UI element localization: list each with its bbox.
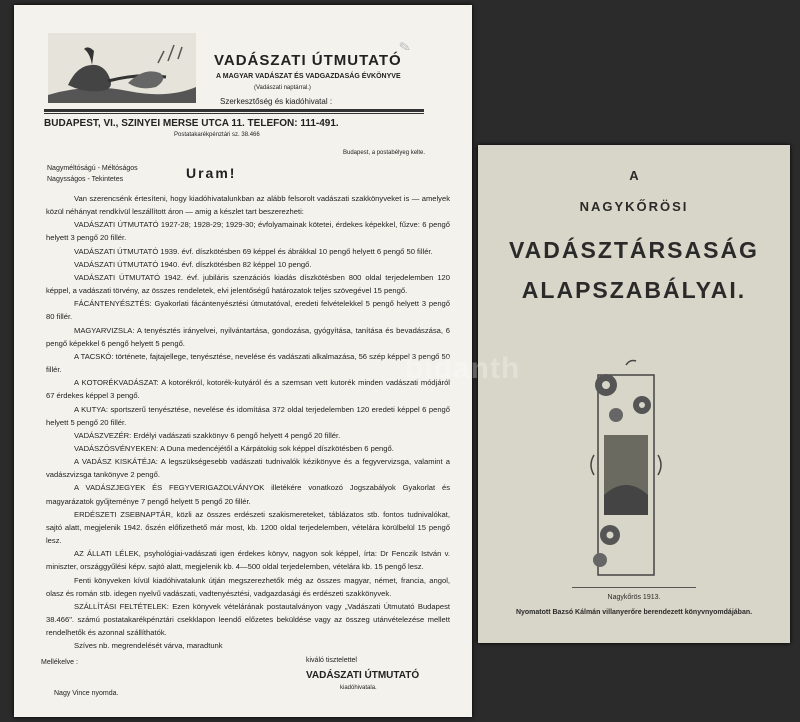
paragraph: FÁCÁNTENYÉSZTÉS: Gyakorlati fácántenyésztési útmutatóval, eredeti felvételekkel 5 pengő helyett 3 pengő 80 fillér. (46, 299, 450, 322)
paragraph: VADÁSZATI ÚTMUTATÓ 1939. évf. díszkötésben 69 képpel és ábrákkal 10 pengő helyett 6 pengő 50 fillér. (74, 246, 433, 256)
letter-body (46, 192, 450, 652)
floral-ornament (586, 355, 666, 587)
salutation (47, 163, 177, 185)
masthead-subtitle: A MAGYAR VADÁSZAT ÉS VADGAZDASÁG ÉVKÖNYVE (216, 73, 401, 80)
paragraph: MAGYARVIZSLA: A tenyésztés irányelvei, nyilvántartása, gondozása, gyógyítása, tanítása és bevadászása, 6 pengő képekkel 6 pengő helyett 5 pengő. (46, 325, 450, 348)
paragraph: VADÁSZÖSVÉNYEKEN: A Duna medencéjétől a Kárpátokig sok képpel díszkötésben 6 pengő. (74, 443, 394, 453)
greeting: Uram! (186, 165, 237, 181)
masthead-office: Szerkesztőség és kiadóhivatal : (220, 97, 333, 106)
printer-line: Nagy Vince nyomda. (54, 690, 119, 697)
postal-account: Postatakarékpénztári sz. 38.466 (174, 132, 260, 138)
paragraph: Szíves nb. megrendelését várva, maradtunk (74, 641, 223, 651)
pencil-mark: ✎ (397, 37, 412, 56)
letter-sheet (14, 5, 472, 717)
place-line: Budapest, a postabélyeg kelte. (343, 150, 426, 156)
paragraph: AZ ÁLLATI LÉLEK, psyhológiai-vadászati igen érdekes könyv, nagyon sok képpel, írta: Dr Fenczik István v. miniszter, országgyűlési képv. sajtó alatt, megjelenik kb. 4—500 oldal terjedelemben, vételára kb. 15 pengő lesz. (46, 549, 450, 572)
masthead-title: VADÁSZATI ÚTMUTATÓ (214, 52, 402, 69)
cover-town: NAGYKŐRÖSI (579, 199, 689, 214)
cover-place-year: Nagykőrös 1913. (607, 594, 661, 601)
paragraph: SZÁLLÍTÁSI FELTÉTELEK: Ezen könyvek vételárának postautalványon vagy „Vadászati Útmutató Budapest 38.466". számú postatakarékpénztári csekklapon leendő előzetes beküldése vagy az összeg utánvételezése mellett rendelhetők és azonnal szállíthatók. (46, 601, 450, 638)
salutation-line: Nagysságos - Tekintetes (47, 176, 124, 183)
paragraph: ERDÉSZETI ZSEBNAPTÁR, közli az összes erdészeti szakismereteket, táblázatos stb. fontos tudnivalókat, sajtó alatt, megjelenik 1942. őszén előfizethető már most, kb. 1200 oldal terjedelemben, vételára körülbelül 15 pengő lesz. (46, 509, 450, 546)
salutation-line: Nagyméltóságú - Méltóságos (47, 165, 138, 172)
cover-title-line2: ALAPSZABÁLYAI. (521, 277, 747, 303)
header-rule (44, 109, 424, 112)
address-line: BUDAPEST, VI., SZINYEI MERSE UTCA 11. TELEFON: 111-491. (44, 118, 339, 129)
paragraph: A KOTORÉKVADÁSZAT: A kotorékról, kotorék-kutyáról és a szemsan vett kutorék minden vadászati módjáról 67 érdekes képpel 3 pengő. (46, 378, 450, 401)
paragraph: A KUTYA: sportszerű tenyésztése, nevelése és idomítása 372 oldal terjedelemben 120 eredeti képpel 6 pengő helyett 5 pengő 20 fillér. (46, 404, 450, 427)
attachments-label: Mellékelve : (41, 659, 78, 666)
closing-sub: kiadóhivatala. (340, 685, 377, 691)
watermark: bidanth (405, 352, 521, 385)
paragraph: A VADÁSZJEGYEK ÉS FEGYVERIGAZOLVÁNYOK illetékére vonatkozó Jogszabályok Gyakorlat és magyarázatok gyűjteménye 7 pengő helyett 5 pengő 20 fillér. (46, 483, 450, 506)
header-rule-thin (44, 113, 424, 114)
masthead-note: (Vadászati naptárral.) (254, 85, 311, 91)
paragraph: VADÁSZATI ÚTMUTATÓ 1942. évf. jubiláris szenzációs kiadás díszkötésben 800 oldal terjedelemben 120 képpel, a vadászati törvény, az összes rendeletek, elvi jelentőségű határozatok teljes szövegével 15 pengő. (46, 272, 450, 296)
pheasant-logo (48, 33, 196, 103)
cover-printer: Nyomatott Bazsó Kálmán villanyerőre berendezett könyvnyomdájában. (515, 609, 753, 616)
paragraph: A TACSKÓ: története, fajtajellege, tenyésztése, nevelése és vadászati alkalmazása, 56 szép képpel 3 pengő 50 fillér. (46, 351, 450, 375)
cover-rule (572, 587, 696, 588)
paragraph: Fenti könyveken kívül kiadóhivatalunk útján megszerezhetők még az összes magyar, német, francia, angol, olasz és román stb. idegen nyelvű vadászati, vadtenyésztési, vadgazdasági és erdészeti szakkönyvek. (46, 575, 450, 598)
booklet-cover (478, 145, 790, 643)
paragraph: VADÁSZATI ÚTMUTATÓ 1927-28; 1928-29; 1929-30; évfolyamainak kötetei, érdekes képekkel, fűzve: 6 pengő helyett 3 pengő 20 fillér. (46, 220, 450, 243)
paragraph: VADÁSZATI ÚTMUTATÓ 1940. évf. díszkötésben 82 képpel 10 pengő. (74, 259, 312, 269)
paragraph: A VADÁSZ KISKÁTÉJA: A legszükségesebb vadászati tudnivalók kézikönyve és a fegyvervizsga, valamint a vadászvizsga tankönyve 2 pengő. (46, 457, 450, 480)
cover-article: A (629, 168, 639, 183)
cover-title-line1: VADÁSZTÁRSASÁG (509, 237, 759, 263)
paragraph: VADÁSZVEZÉR: Erdélyi vadászati szakkönyv 6 pengő helyett 4 pengő 20 fillér. (74, 430, 341, 440)
paragraph: Van szerencsénk értesíteni, hogy kiadóhivatalunkban az alább felsorolt vadászati szakkönyveket is — amelyek közül néhányat rendkívül leszállított áron — amig a készlet tart beszerezheti: (46, 194, 450, 217)
closing-name: VADÁSZATI ÚTMUTATÓ (306, 670, 420, 681)
closing-line: kiváló tisztelettel (306, 657, 357, 664)
